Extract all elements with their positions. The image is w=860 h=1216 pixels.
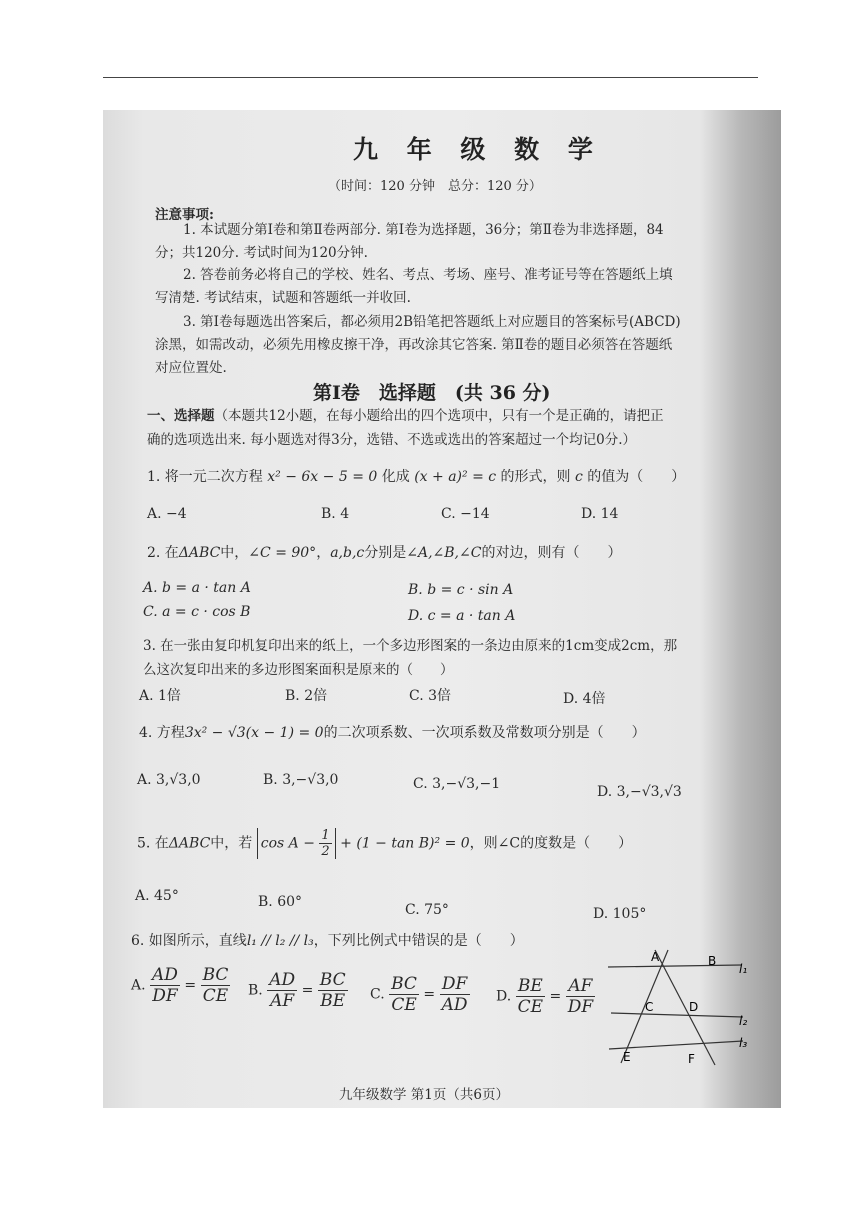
line-l2-label: l₂ [739,1014,748,1028]
q6-frac-num: BC [319,970,346,990]
q2-angle: ∠C = 90° [248,545,317,561]
question-6-stem [131,930,524,950]
q1-form: (x + a)² = c [414,469,497,485]
notes-heading: 注意事项: [155,207,214,223]
q6-option-label: B. [248,982,263,999]
q6-option-d: D. $\frac{BE}{CE}$ = $\frac{AF}{DF}$ [496,976,594,1017]
q6-option-a: A. $\frac{AD}{DF}$ = $\frac{BC}{CE}$ [131,965,229,1006]
q2-triangle: ΔABC [178,545,221,561]
notes-line: 对应位置处. [155,360,227,376]
question-5-stem [137,828,632,859]
q6-frac-den: AF [270,991,295,1011]
q3-option-d: D. 4倍 [563,691,606,707]
q6-option-c: C. $\frac{BC}{CE}$ = $\frac{DF}{AD}$ [370,974,468,1015]
q6-fraction [267,970,297,1011]
top-rule [103,77,758,78]
section-intro-line: 确的选项选出来. 每小题选对得3分，选错、不选或选出的答案超过一个均记0分.） [147,432,637,448]
q1-text: 的值为（ ） [587,469,686,485]
q6-option-b: B. $\frac{AD}{AF}$ = $\frac{BC}{BE}$ [248,970,346,1011]
q4-option-d: D. 3,−√3,√3 [597,784,682,800]
q2-text: 分别是 [364,545,407,561]
q1-option-b: B. 4 [321,506,350,522]
q3-option-b: B. 2倍 [285,688,328,704]
q5-abs-expr: cos A − [260,835,315,852]
q2-option-c: C. a = c · cos B [143,604,251,620]
q5-frac-den: 2 [321,844,330,859]
question-4-stem [139,722,646,742]
q5-option-a: A. 45° [135,888,179,904]
question-3-stem: 3. 在一张由复印机复印出来的纸上，一个多边形图案的一条边由原来的1cm变成2cm，那 [143,638,678,654]
section-intro [147,406,664,426]
q5-option-b: B. 60° [258,894,303,910]
q6-fraction [516,976,545,1017]
line-l2 [611,1013,743,1017]
q6-frac-den: DF [567,997,594,1017]
q1-equation: x² − 6x − 5 = 0 [267,469,378,485]
q6-fraction [389,974,419,1015]
q1-text: 的形式，则 [500,469,571,485]
q2-text: ， [316,545,331,561]
q2-angles: ∠A,∠B,∠C [406,545,482,561]
question-3-stem-line2: 么这次复印出来的多边形图案面积是原来的（ ） [143,662,454,678]
q2-text: 2. 在 [147,545,179,561]
q4-equation: 3x² − √3(x − 1) = 0 [184,725,324,741]
q5-abs-value [257,828,336,859]
q1-text: 化成 [381,469,410,485]
q4-option-c: C. 3,−√3,−1 [413,776,501,792]
q6-frac-num: AF [566,976,595,997]
q1-var: c [575,469,583,485]
q5-frac-num: 1 [321,828,330,843]
point-b-label: B [708,954,717,968]
parallel-lines-figure [603,945,753,1070]
q6-frac-den: BE [320,991,346,1011]
q6-frac-num: AD [152,965,178,985]
q6-frac-num: DF [440,974,470,995]
q6-fraction [440,974,470,1015]
q6-text: 6. 如图所示，直线 [131,933,247,949]
q6-frac-num: AD [269,970,296,990]
q1-option-d: D. 14 [581,506,619,522]
page-footer: 九年级数学 第1页（共6页） [339,1087,509,1103]
q1-option-a: A. −4 [147,506,187,522]
point-d-label: D [689,1000,699,1014]
section-intro-label: 一、选择题 [147,408,215,424]
q6-frac-num: BC [391,974,417,994]
page-subtitle: （时间：120 分钟 总分：120 分） [328,179,542,194]
page-title: 九 年 级 数 学 [353,135,603,164]
notes-line: 涂黑，如需改动，必须先用橡皮擦干净，再改涂其它答案. 第Ⅱ卷的题目必须答在答题纸 [155,337,673,353]
point-a-label: A [651,950,660,964]
q6-text: ，下列比例式中错误的是（ ） [313,933,524,949]
point-e-label: E [623,1050,631,1064]
transversal-BF [655,950,715,1065]
q1-option-c: C. −14 [441,506,490,522]
section-title: 第Ⅰ卷 选择题 (共 36 分) [313,382,551,404]
q6-fraction [566,976,595,1017]
line-l1-label: l₁ [739,962,748,976]
q6-fraction [150,965,180,1006]
line-l1 [608,965,741,967]
q6-option-label: D. [496,988,512,1005]
q5-option-d: D. 105° [593,906,647,922]
q6-fraction [201,965,231,1006]
q5-text: 5. 在 [137,835,169,852]
q5-text: ，则∠C的度数是（ ） [469,835,633,852]
q2-vars: a,b,c [330,545,365,561]
q1-text: 1. 将一元二次方程 [147,469,263,485]
q6-frac-den: CE [202,986,229,1006]
q2-text: 中， [220,545,249,561]
q6-parallel-lines: l₁ // l₂ // l₃ [246,933,314,949]
q5-text: 中，若 [210,835,253,852]
q2-text: 的对边，则有（ ） [481,545,622,561]
q3-option-a: A. 1倍 [139,688,181,704]
q6-frac-den: CE [517,997,544,1017]
q2-option-b: B. b = c · sin A [408,582,514,598]
q6-frac-den: DF [152,986,178,1006]
q2-option-d: D. c = a · tan A [408,608,516,624]
q5-option-c: C. 75° [405,902,449,918]
q3-option-c: C. 3倍 [409,688,452,704]
q6-option-label: C. [370,986,385,1003]
q6-option-label: A. [131,977,146,994]
q2-option-a: A. b = a · tan A [143,580,251,596]
q5-equation: + (1 − tan B)² = 0 [340,835,470,852]
point-c-label: C [645,1000,654,1014]
notes-line: 2. 答卷前务必将自己的学校、姓名、考点、考场、座号、准考证号等在答题纸上填 [183,267,673,283]
q6-frac-den: CE [391,995,417,1015]
question-2-stem [147,542,621,562]
question-1-stem [147,466,685,486]
q4-option-a: A. 3,√3,0 [137,772,201,788]
notes-line: 3. 第Ⅰ卷每题选出答案后，都必须用2B铅笔把答题纸上对应题目的答案标号(ABCD) [183,314,681,330]
q5-fraction [319,828,331,859]
q4-text: 4. 方程 [139,725,185,741]
line-l3-label: l₃ [739,1036,748,1050]
q6-frac-num: BC [202,965,229,985]
notes-line: 1. 本试题分第Ⅰ卷和第Ⅱ卷两部分. 第Ⅰ卷为选择题，36分；第Ⅱ卷为非选择题，84 [183,222,664,238]
notes-line: 分；共120分. 考试时间为120分钟. [155,245,368,261]
q6-frac-den: AD [441,995,468,1015]
q5-triangle: ΔABC [168,835,211,852]
q4-option-b: B. 3,−√3,0 [263,772,339,788]
q4-text: 的二次项系数、一次项系数及常数项分别是（ ） [323,725,646,741]
point-f-label: F [688,1052,695,1066]
q6-fraction [318,970,348,1011]
notes-line: 写清楚. 考试结束，试题和答题纸一并收回. [155,290,411,306]
q6-frac-num: BE [516,976,545,997]
section-intro-text: （本题共12小题，在每小题给出的四个选项中，只有一个是正确的，请把正 [214,408,664,424]
exam-photo [103,110,781,1108]
